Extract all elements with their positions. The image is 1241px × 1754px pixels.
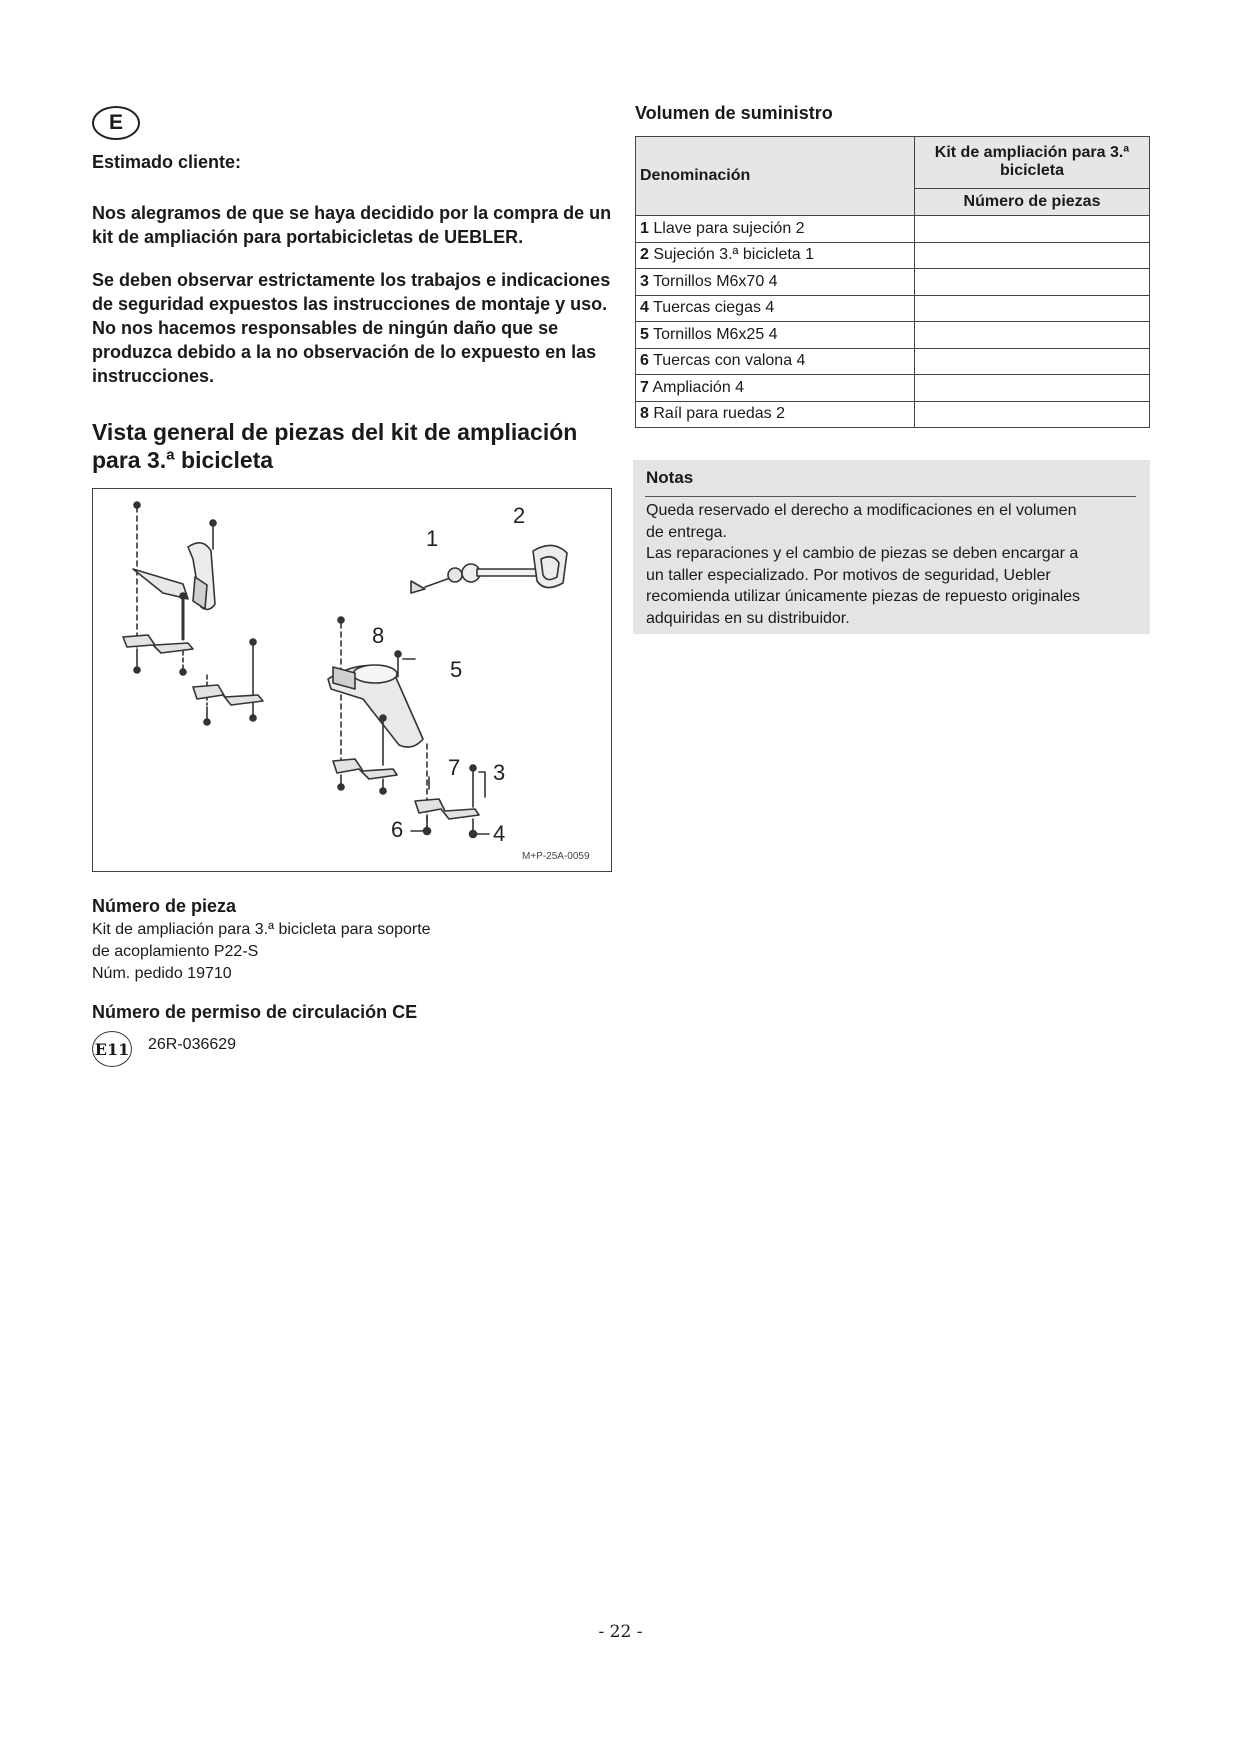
supply-table: [635, 136, 1150, 428]
diagram-label-1: 1: [426, 526, 439, 551]
e11-mark: E11: [92, 1031, 132, 1067]
diagram-label-4: 4: [493, 821, 506, 846]
part-number-line: Núm. pedido 19710: [92, 965, 232, 982]
notes-line: un taller especializado. Por motivos de seguridad, Uebler: [646, 566, 1051, 584]
notes-line: Queda reservado el derecho a modificaciones en el volumen: [646, 502, 1077, 519]
notes-line: adquiridas en su distribuidor.: [646, 609, 850, 627]
ce-permit-number: 26R-036629: [148, 1036, 237, 1053]
ce-permit-heading: Número de permiso de circulación CE: [92, 1002, 418, 1022]
column-header-name: Denominación: [636, 137, 915, 216]
column-header-kit: Kit de ampliación para 3.ª bicicleta: [915, 137, 1150, 189]
table-row: 1 Llave para sujeción 2: [636, 216, 1150, 243]
diagram-label-3: 3: [493, 760, 506, 785]
notes-body: [646, 500, 1138, 630]
table-row: 2 Sujeción 3.ª bicicleta 1: [636, 242, 1150, 269]
supply-heading: Volumen de suministro: [635, 103, 833, 123]
notes-line: de entrega.: [646, 523, 727, 541]
part-number-heading: Número de pieza: [92, 896, 237, 916]
parts-diagram: [92, 488, 612, 872]
page-number: - 22 -: [598, 1622, 643, 1642]
table-row: 3 Tornillos M6x70 4: [636, 269, 1150, 296]
column-header-quantity: Número de piezas: [915, 188, 1150, 215]
notes-line: recomienda utilizar únicamente piezas de repuesto originales: [646, 588, 1081, 606]
intro-paragraph: Nos alegramos de que se haya decidido por la compra de un kit de ampliación para portabicicletas de UEBLER.: [92, 203, 612, 247]
greeting: Estimado cliente:: [92, 152, 242, 172]
table-row: 6 Tuercas con valona 4: [636, 348, 1150, 375]
table-row: 7 Ampliación 4: [636, 375, 1150, 402]
safety-paragraph: Se deben observar estrictamente los trabajos e indicaciones de seguridad expuestos las instrucciones de montaje y uso. No nos hacemos responsables de ningún daño que se produzca debido a la no observación de lo expuesto en las instrucciones.: [92, 270, 611, 386]
diagram-label-8: 8: [372, 623, 385, 648]
table-row: 8 Raíl para ruedas 2: [636, 401, 1150, 428]
diagram-label-6: 6: [391, 817, 404, 842]
extension-assembly: [403, 659, 489, 838]
part-number-line: Kit de ampliación para 3.ª bicicleta para soporte: [92, 921, 431, 938]
diagram-label-5: 5: [450, 657, 463, 682]
table-row: 5 Tornillos M6x25 4: [636, 322, 1150, 349]
notes-line: Las reparaciones y el cambio de piezas se deben encargar a: [646, 545, 1079, 563]
key-and-holder: [411, 545, 567, 593]
notes-divider: [645, 496, 1136, 497]
overview-title: Vista general de piezas del kit de ampliación para 3.ª bicicleta: [92, 419, 578, 473]
notes-box: [633, 460, 1150, 634]
diagram-label-7: 7: [448, 755, 461, 780]
upper-left-clamp-assembly: [123, 502, 263, 725]
notes-title: Notas: [646, 468, 694, 487]
language-badge: E: [92, 106, 140, 140]
part-number-line: de acoplamiento P22-S: [92, 943, 259, 960]
diagram-label-2: 2: [513, 503, 526, 528]
table-row: 4 Tuercas ciegas 4: [636, 295, 1150, 322]
diagram-code: M+P-25A-0059: [522, 851, 590, 862]
